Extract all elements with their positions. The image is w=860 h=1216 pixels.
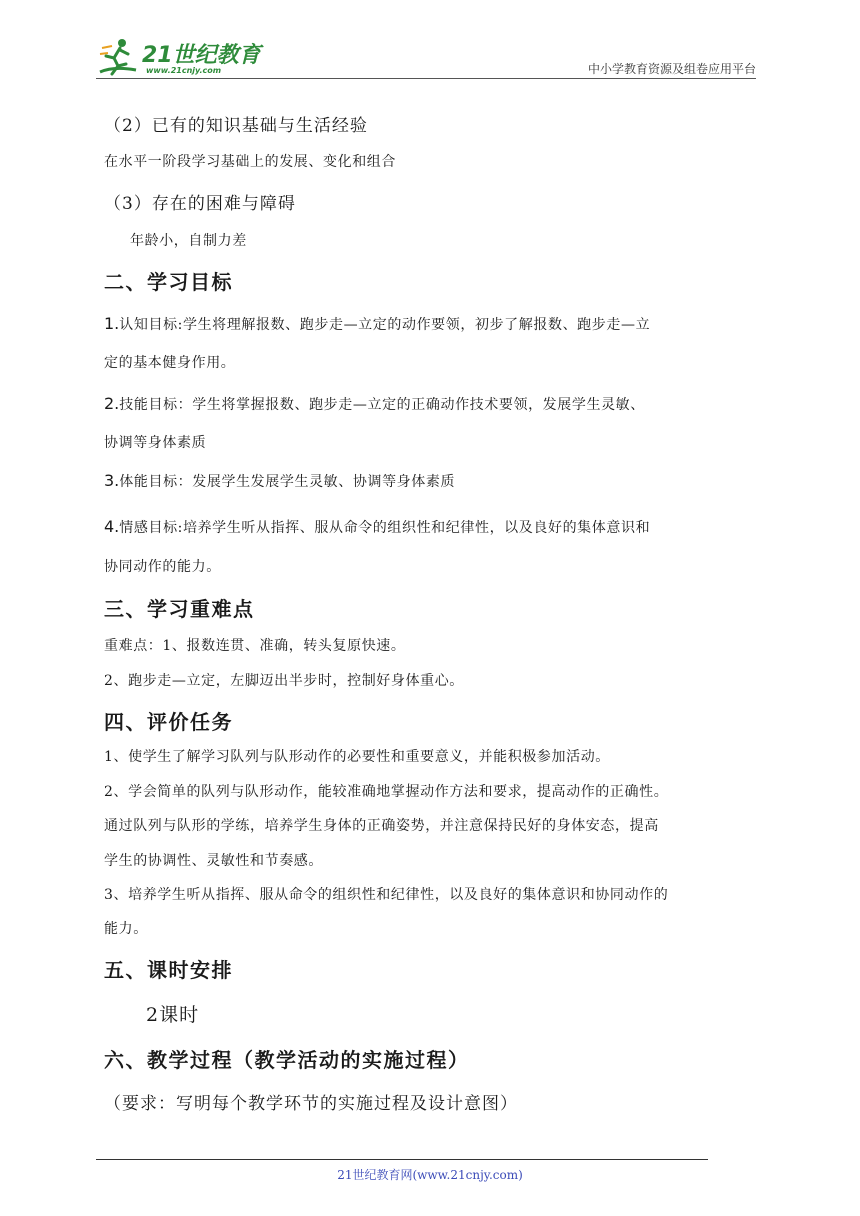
goal-emotion-cont: 协同动作的能力。 — [104, 559, 221, 575]
goal-number: 1. — [104, 314, 120, 333]
site-logo — [96, 36, 266, 80]
footer-divider — [96, 1159, 708, 1160]
header-divider — [96, 78, 756, 79]
evaluation-3-line2: 能力。 — [104, 921, 148, 937]
paragraph-knowledge-base: 在水平一阶段学习基础上的发展、变化和组合 — [104, 154, 396, 170]
subheading-knowledge-base: （2）已有的知识基础与生活经验 — [104, 116, 368, 136]
section-heading-process: 六、教学过程（教学活动的实施过程） — [104, 1048, 470, 1072]
goal-skill — [104, 394, 645, 414]
goal-text: 认知目标:学生将理解报数、跑步走—立定的动作要领，初步了解报数、跑步走—立 — [119, 317, 651, 333]
evaluation-2-line2: 通过队列与队形的学练，培养学生身体的正确姿势，并注意保持民好的身体安态，提高 — [104, 818, 659, 834]
key-point-2: 2、跑步走—立定，左脚迈出半步时，控制好身体重心。 — [104, 673, 464, 689]
evaluation-1: 1、使学生了解学习队列与队形动作的必要性和重要意义，并能积极参加活动。 — [104, 749, 610, 765]
goal-number: 4. — [104, 517, 120, 536]
schedule-hours: 2课时 — [146, 1004, 200, 1026]
goal-text: 情感目标:培养学生听从指挥、服从命令的组织性和纪律性，以及良好的集体意识和 — [119, 520, 651, 536]
logo-text: 21世纪教育 — [142, 43, 261, 68]
goal-number: 3. — [104, 471, 120, 490]
evaluation-2-line3: 学生的协调性、灵敏性和节奏感。 — [104, 853, 323, 869]
running-figure-icon — [96, 36, 140, 80]
section-heading-evaluation: 四、评价任务 — [104, 710, 233, 734]
subheading-difficulties: （3）存在的困难与障碍 — [104, 194, 296, 214]
process-requirement: （要求：写明每个教学环节的实施过程及设计意图） — [104, 1094, 518, 1114]
section-heading-key-points: 三、学习重难点 — [104, 597, 255, 621]
goal-skill-cont: 协调等身体素质 — [104, 435, 207, 451]
header-platform-text: 中小学教育资源及组卷应用平台 — [587, 62, 756, 76]
key-point-1: 重难点：1、报数连贯、准确，转头复原快速。 — [104, 638, 406, 654]
evaluation-2-line1: 2、学会简单的队列与队形动作，能较准确地掌握动作方法和要求，提高动作的正确性。 — [104, 784, 669, 800]
goal-text: 技能目标：学生将掌握报数、跑步走—立定的正确动作技术要领，发展学生灵敏、 — [119, 397, 645, 413]
footer-link[interactable]: 21世纪教育网(www.21cnjy.com) — [337, 1168, 523, 1182]
evaluation-3-line1: 3、培养学生听从指挥、服从命令的组织性和纪律性，以及良好的集体意识和协同动作的 — [104, 887, 669, 903]
goal-cognitive — [104, 314, 650, 334]
goal-cognitive-cont: 定的基本健身作用。 — [104, 355, 236, 371]
goal-text: 体能目标：发展学生发展学生灵敏、协调等身体素质 — [119, 474, 456, 490]
goal-fitness — [104, 471, 455, 491]
paragraph-difficulties: 年龄小，自制力差 — [130, 233, 247, 249]
goal-emotion — [104, 517, 650, 537]
logo-url: www.21cnjy.com — [146, 66, 222, 75]
section-heading-schedule: 五、课时安排 — [104, 958, 233, 982]
section-heading-goals: 二、学习目标 — [104, 270, 233, 294]
goal-number: 2. — [104, 394, 120, 413]
